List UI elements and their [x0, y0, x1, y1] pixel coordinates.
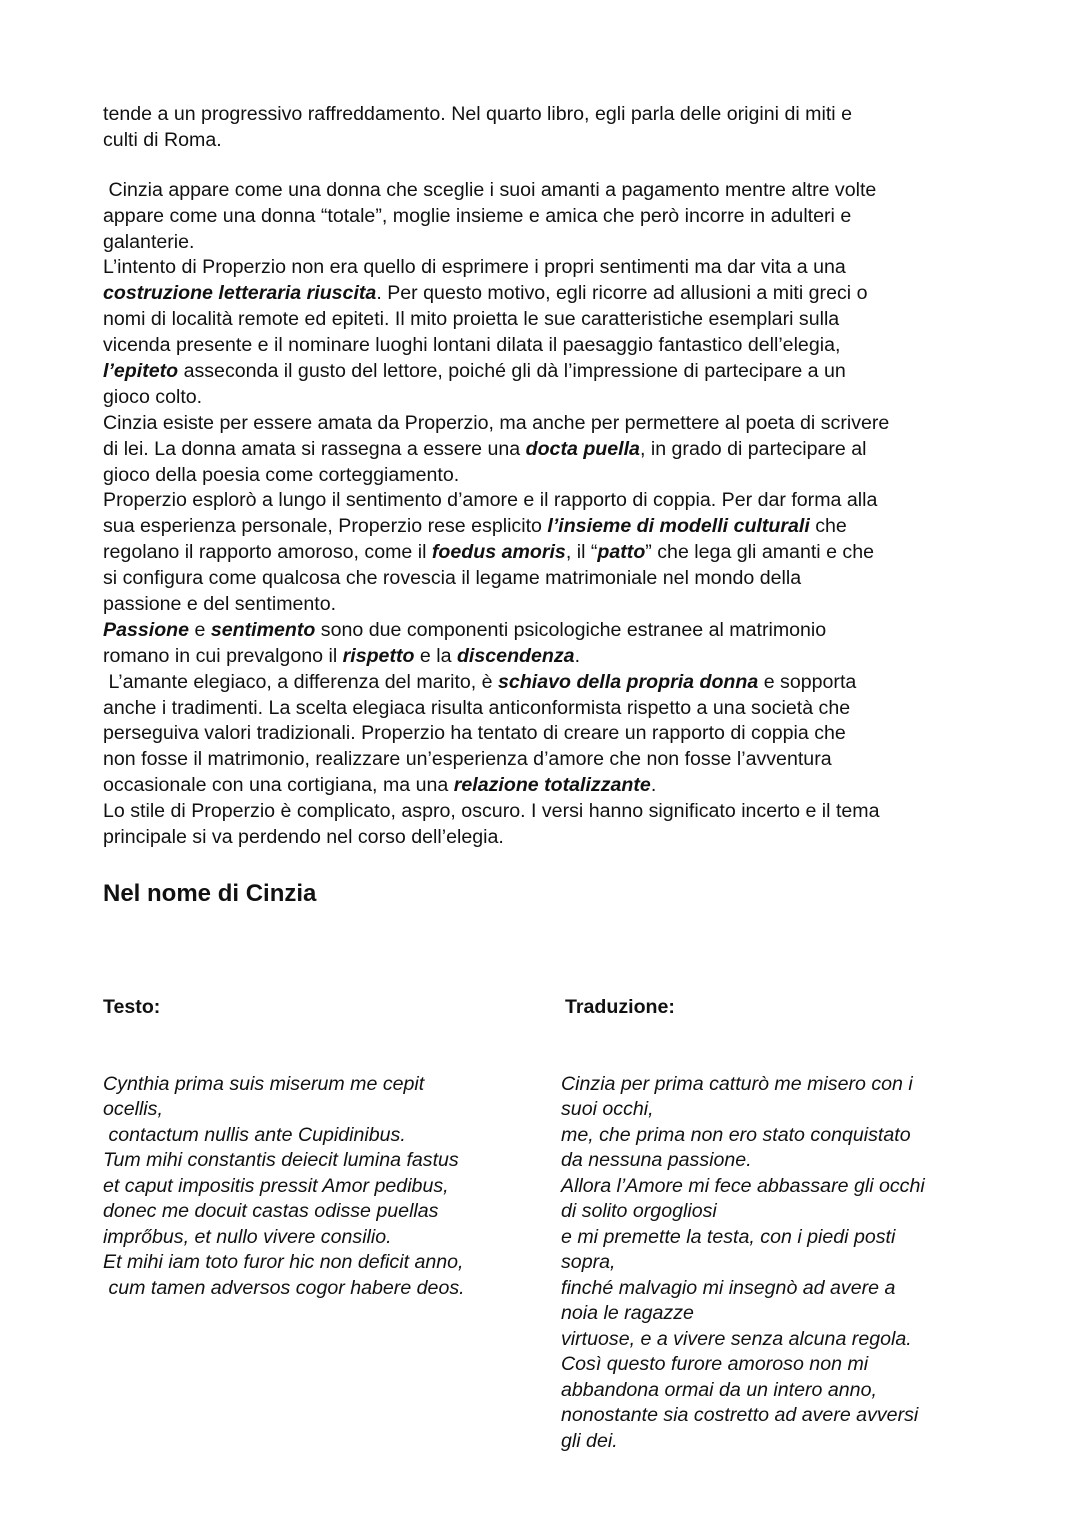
translation-verse: sopra, — [561, 1251, 616, 1273]
text-line — [103, 359, 889, 385]
translation-verse: abbandona ormai da un intero anno, — [561, 1378, 877, 1401]
body-text — [103, 102, 889, 851]
emphasized-text: patto — [597, 541, 646, 564]
text-run: sua esperienza personale, Properzio rese esplicito — [103, 515, 548, 538]
text-run: e sopporta — [758, 670, 857, 693]
text-line — [103, 230, 889, 256]
text-run: appare come una donna “totale”, moglie insieme e amica che però incorre in adulteri e — [103, 204, 852, 227]
text-run: L’intento di Properzio non era quello di esprimere i propri sentimenti ma dar vita a una — [103, 256, 846, 279]
text-line — [103, 255, 889, 281]
text-line — [103, 178, 889, 204]
emphasized-text: Passione — [103, 618, 190, 641]
text-run: . Per questo motivo, egli ricorre ad allusioni a miti greci o — [376, 282, 868, 305]
emphasized-text: discendenza — [456, 644, 575, 667]
text-line — [103, 102, 889, 128]
text-run: nomi di località remote ed epiteti. Il mito proietta le sue caratteristiche esemplari sulla — [103, 308, 840, 331]
text-run: Properzio esplorò a lungo il sentimento d’amore e il rapporto di coppia. Per dar forma alla — [103, 489, 878, 512]
text-run: culti di Roma. — [103, 128, 222, 151]
text-run: tende a un progressivo raffreddamento. Nel quarto libro, egli parla delle origini di miti e — [103, 103, 852, 125]
text-line — [103, 333, 889, 359]
text-run: Cinzia esiste per essere amata da Properzio, ma anche per permettere al poeta di scrivere — [103, 411, 890, 434]
latin-verses — [103, 1072, 465, 1302]
translation-verse: da nessuna passione. — [561, 1149, 752, 1171]
text-run: ” che lega gli amanti e che — [645, 541, 875, 564]
latin-verse: imprőbus, et nullo vivere consilio. — [103, 1225, 392, 1248]
text-run: principale si va perdendo nel corso dell’elegia. — [103, 826, 504, 849]
text-run: Cinzia appare come una donna che sceglie i suoi amanti a pagamento mentre altre volte — [103, 178, 877, 201]
text-run: gioco della poesia come corteggiamento. — [103, 463, 460, 486]
translation-verses — [561, 1072, 925, 1455]
text-run: e — [189, 618, 211, 641]
translation-verse: di solito orgogliosi — [561, 1200, 717, 1222]
emphasized-text: docta puella — [525, 437, 640, 460]
translation-verse: gli dei. — [561, 1429, 618, 1452]
text-line — [103, 307, 889, 333]
text-run: che — [809, 515, 847, 538]
text-run: L’amante elegiaco, a differenza del marito, è — [103, 670, 499, 693]
text-run: passione e del sentimento. — [103, 593, 337, 616]
paragraph-gap — [103, 154, 889, 178]
text-line — [103, 592, 889, 618]
latin-verse: Et mihi iam toto furor hic non deficit anno, — [103, 1251, 464, 1273]
text-run: di lei. La donna amata si rassegna a essere una — [103, 437, 526, 460]
text-run: romano in cui prevalgono il — [103, 644, 343, 667]
translation-verse: noia le ragazze — [561, 1302, 694, 1324]
section-title: Nel nome di Cinzia — [103, 880, 317, 907]
translation-verse: Così questo furore amoroso non mi — [561, 1353, 869, 1375]
text-line — [103, 281, 889, 307]
text-line — [103, 514, 889, 540]
text-run: vicenda presente e il nominare luoghi lontani dilata il paesaggio fantastico dell’elegia, — [103, 334, 841, 357]
text-run: , in grado di partecipare al — [639, 437, 867, 460]
latin-verse: Cynthia prima suis miserum me cepit — [103, 1072, 425, 1095]
text-run: regolano il rapporto amoroso, come il — [103, 541, 432, 564]
text-line — [103, 825, 889, 851]
text-run: perseguiva valori tradizionali. Properzio ha tentato di creare un rapporto di coppia che — [103, 722, 846, 745]
translation-verse: me, che prima non ero stato conquistato — [561, 1123, 911, 1146]
text-run: , il “ — [565, 541, 598, 564]
latin-verse: cum tamen adversos cogor habere deos. — [103, 1276, 465, 1299]
translation-verse: Cinzia per prima catturò me misero con i — [561, 1072, 913, 1095]
text-run: occasionale con una cortigiana, ma una — [103, 774, 454, 797]
text-line — [103, 773, 889, 799]
emphasized-text: rispetto — [342, 644, 415, 667]
text-line — [103, 644, 889, 670]
latin-verse: contactum nullis ante Cupidinibus. — [103, 1123, 406, 1146]
text-line — [103, 566, 889, 592]
translation-header: Traduzione: — [565, 996, 675, 1018]
text-line — [103, 385, 889, 411]
text-line — [103, 437, 889, 463]
text-run: asseconda il gusto del lettore, poiché gli dà l’impressione di partecipare a un — [178, 360, 846, 383]
text-run: non fosse il matrimonio, realizzare un’esperienza d’amore che non fosse l’avventura — [103, 748, 832, 771]
text-line — [103, 488, 889, 514]
translation-verse: virtuose, e a vivere senza alcuna regola. — [561, 1327, 912, 1350]
text-run: si configura come qualcosa che rovescia il legame matrimoniale nel mondo della — [103, 567, 802, 590]
translation-verse: suoi occhi, — [561, 1098, 654, 1120]
text-line — [103, 696, 889, 722]
text-line — [103, 411, 889, 437]
text-line — [103, 747, 889, 773]
text-line — [103, 128, 889, 154]
emphasized-text: l’insieme di modelli culturali — [547, 515, 810, 538]
latin-verse: Tum mihi constantis deiecit lumina fastus — [103, 1149, 459, 1171]
text-run: Lo stile di Properzio è complicato, aspro, oscuro. I versi hanno significato incerto e il tema — [103, 800, 880, 823]
text-run: gioco colto. — [103, 385, 203, 408]
emphasized-text: l’epiteto — [103, 360, 179, 383]
text-line — [103, 721, 889, 747]
emphasized-text: sentimento — [210, 618, 316, 641]
text-line — [103, 799, 889, 825]
text-run: sono due componenti psicologiche estranee al matrimonio — [315, 618, 827, 641]
translation-verse: nonostante sia costretto ad avere avversi — [561, 1404, 919, 1426]
latin-header: Testo: — [103, 996, 161, 1018]
latin-text-column — [103, 944, 465, 1327]
emphasized-text: relazione totalizzante — [453, 774, 651, 797]
emphasized-text: costruzione letteraria riuscita — [103, 282, 377, 305]
text-run: e la — [414, 644, 457, 667]
text-line — [103, 204, 889, 230]
text-line — [103, 540, 889, 566]
text-line — [103, 670, 889, 696]
text-line — [103, 463, 889, 489]
text-line — [103, 618, 889, 644]
text-run: anche i tradimenti. La scelta elegiaca risulta anticonformista rispetto a una società che — [103, 696, 851, 719]
translation-verse: Allora l’Amore mi fece abbassare gli occhi — [561, 1174, 925, 1197]
latin-verse: ocellis, — [103, 1098, 163, 1120]
emphasized-text: schiavo della propria donna — [498, 670, 759, 693]
translation-column — [561, 944, 925, 1480]
translation-verse: e mi premette la testa, con i piedi posti — [561, 1225, 896, 1248]
translation-verse: finché malvagio mi insegnò ad avere a — [561, 1276, 896, 1299]
text-run: galanterie. — [103, 230, 195, 253]
text-run: . — [574, 644, 581, 667]
emphasized-text: foedus amoris — [431, 541, 566, 564]
text-run: . — [650, 774, 657, 797]
latin-verse: et caput impositis pressit Amor pedibus, — [103, 1174, 449, 1197]
latin-verse: donec me docuit castas odisse puellas — [103, 1200, 439, 1222]
